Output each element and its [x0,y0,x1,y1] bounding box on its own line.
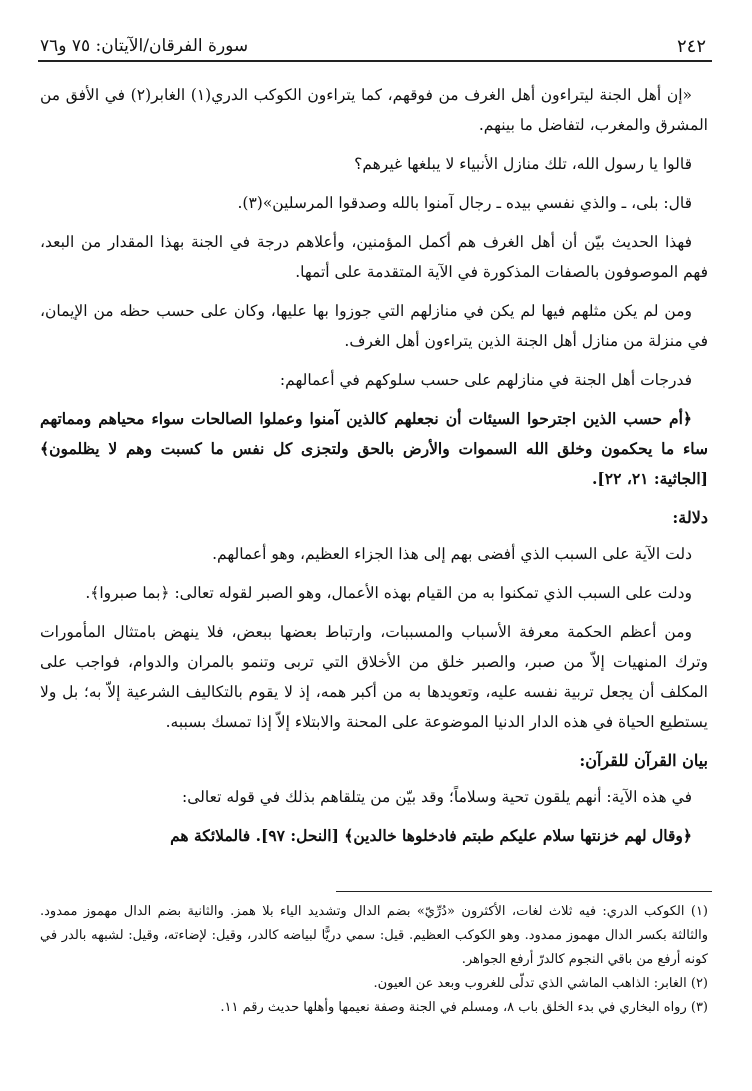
page-header [40,30,712,60]
page-number: ٢٤٢ [676,36,706,57]
main-text [40,80,708,860]
footnote: (٣) رواه البخاري في بدء الخلق باب ٨، ومسلم في الجنة وصفة نعيمها وأهلها حديث رقم ١١. [220,1000,708,1015]
paragraph: دلت الآية على السبب الذي أفضى بهم إلى هذا الجزاء العظيم، وهو أعمالهم. [212,545,692,563]
hadith-paragraph: «إن أهل الجنة ليتراءون أهل الغرف من فوقهم، كما يتراءون الكوكب الدري(١) الغابر(٢) في الأفق من المشرق والمغرب، لتفاضل ما بينهم. [40,86,708,134]
paragraph: ودلت على السبب الذي تمكنوا به من القيام بهذه الأعمال، وهو الصبر لقوله تعالى: ﴿بما صبروا﴾. [85,584,692,602]
paragraph: فهذا الحديث بيّن أن أهل الغرف هم أكمل المؤمنين، وأعلاهم درجة في الجنة بهذا المقدار من البعد، فهم الموصوفون بالصفات المذكورة في الآية المتقدمة على أتمها. [40,233,708,281]
quran-verse: ﴿وقال لهم خزنتها سلام عليكم طبتم فادخلوها خالدين﴾ [النحل: ٩٧]. فالملائكة هم [170,826,692,845]
section-heading-dalala: دلالة: [672,508,708,527]
header-rule [38,60,712,62]
section-heading-bayan: بيان القرآن للقرآن: [579,751,708,770]
footnote: (١) الكوكب الدري: فيه ثلاث لغات، الأكثرون «دُرِّيّ» بضم الدال وتشديد الياء بلا همز. والثانية بضم الدال مهموز ممدود. والثالثة بكسر الدال مهموز ممدود. وهو الكوكب العظيم. قيل: سمي دريًّا لبياضه كالدر، وقيل: لإضاءته، وقيل: لشبهه بالدر في كونه أرفع من باقي النجوم كالدرّ أرفع الجواهر. [40,904,708,967]
paragraph: ومن أعظم الحكمة معرفة الأسباب والمسببات، وارتباط بعضها ببعض، فلا ينهض بامتثال المأمورات وترك المنهيات إلاّ من صبر، والصبر خلق من الأخلاق التي تربى وتنمو بالمران والدوام، فواجب على المكلف أن يجعل تربية نفسه عليه، وتعويدها به من أكبر همه، إذ لا يقوم بالتكاليف الشرعية إلاّ به؛ بل ولا يستطيع الحياة في هذه الدار الدنيا الموضوعة على المحنة والابتلاء إلاّ إذا تمسك بسببه. [40,623,708,731]
hadith-paragraph: قال: بلى، ـ والذي نفسي بيده ـ رجال آمنوا بالله وصدقوا المرسلين»(٣). [237,194,692,212]
sura-title: سورة الفرقان/الآيتان: ٧٥ و٧٦ [40,36,249,56]
paragraph: في هذه الآية: أنهم يلقون تحية وسلاماً؛ وقد بيّن من يتلقاهم بذلك في قوله تعالى: [182,788,692,806]
paragraph: فدرجات أهل الجنة في منازلهم على حسب سلوكهم في أعمالهم: [279,371,692,389]
footnotes [40,900,708,1020]
quran-verse: ﴿أم حسب الذين اجترحوا السيئات أن نجعلهم كالذين آمنوا وعملوا الصالحات سواء محياهم ومماتهم ساء ما يحكمون وخلق الله السموات والأرض بالحق ولتجزى كل نفس ما كسبت وهم لا يظلمون﴾ [الجاثية: ٢١، ٢٢]. [40,409,708,488]
hadith-paragraph: قالوا يا رسول الله، تلك منازل الأنبياء لا يبلغها غيرهم؟ [354,155,692,173]
paragraph: ومن لم يكن مثلهم فيها لم يكن في منازلهم التي جوزوا بها عليها، وكان على حسب حظه من الإيمان، في منزلة من منازل أهل الجنة الذين يتراءون أهل الغرف. [40,302,708,350]
footnote-rule [336,891,712,892]
footnote: (٢) الغابر: الذاهب الماشي الذي تدلّى للغروب وبعد عن العيون. [373,976,708,991]
